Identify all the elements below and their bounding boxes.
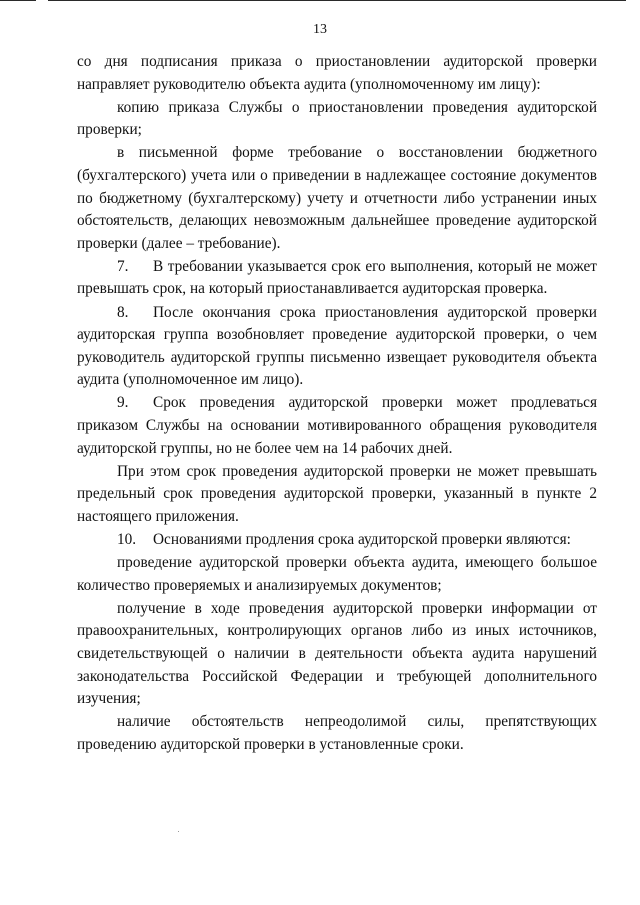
paragraph-written-requirement: в письменной форме требование о восстановлении бюджетного (бухгалтерского) учета или о приведении в надлежащее состояние документов по бюджетному (бухгалтерскому) учету и отчетности либо устранении иных обстоятельств, делающих невозможным дальнейшее проведение аудиторской проверки (далее – требование). xyxy=(77,144,597,252)
scan-edge-line-left xyxy=(0,0,36,1)
clause-text: После окончания срока приостановления аудиторской проверки аудиторская группа возобновляет проведение аудиторской проверки, о чем руководитель аудиторской группы письменно извещает руководителя объекта аудита (уполномоченное им лицо). xyxy=(77,303,597,389)
clause-text: Основаниями продления срока аудиторской проверки являются: xyxy=(153,530,571,548)
clause-number: 8. xyxy=(117,303,129,321)
clause-10 xyxy=(77,529,597,552)
paragraph-ground-force-majeure: наличие обстоятельств непреодолимой силы, препятствующих проведению аудиторской проверки в установленные сроки. xyxy=(77,713,597,753)
clause-text: В требовании указывается срок его выполнения, который не может превышать срок, на который приостанавливается аудиторская проверка. xyxy=(77,257,597,298)
page-number: 13 xyxy=(313,22,327,37)
clause-9 xyxy=(77,392,597,460)
clause-number: 10. xyxy=(117,530,137,548)
paragraph-ground-information: получение в ходе проведения аудиторской проверки информации от правоохранительных, контролирующих органов либо из иных источников, свидетельствующей о наличии в деятельности объекта аудита нарушений законодательства Российской Федерации и требующей дополнительного изучения; xyxy=(77,599,597,708)
paragraph-ground-large-volume: проведение аудиторской проверки объекта аудита, имеющего большое количество проверяемых и анализируемых документов; xyxy=(77,554,597,594)
clause-number: 7. xyxy=(117,257,129,275)
paragraph-continuation: со дня подписания приказа о приостановлении аудиторской проверки направляет руководителю объекта аудита (уполномоченному им лицу): xyxy=(77,53,597,93)
document-body xyxy=(77,51,597,757)
scan-edge-line xyxy=(48,0,626,1)
paragraph-copy-order: копию приказа Службы о приостановлении проведения аудиторской проверки; xyxy=(77,98,597,139)
clause-text: Срок проведения аудиторской проверки может продлеваться приказом Службы на основании мотивированного обращения руководителя аудиторской группы, но не более чем на 14 рабочих дней. xyxy=(77,394,597,457)
paragraph-time-limit: При этом срок проведения аудиторской проверки не может превышать предельный срок проведения аудиторской проверки, указанный в пункте 2 настоящего приложения. xyxy=(77,462,597,525)
clause-8 xyxy=(77,302,597,392)
clause-number: 9. xyxy=(117,394,129,412)
scan-speck xyxy=(178,831,179,832)
clause-7 xyxy=(77,256,597,301)
